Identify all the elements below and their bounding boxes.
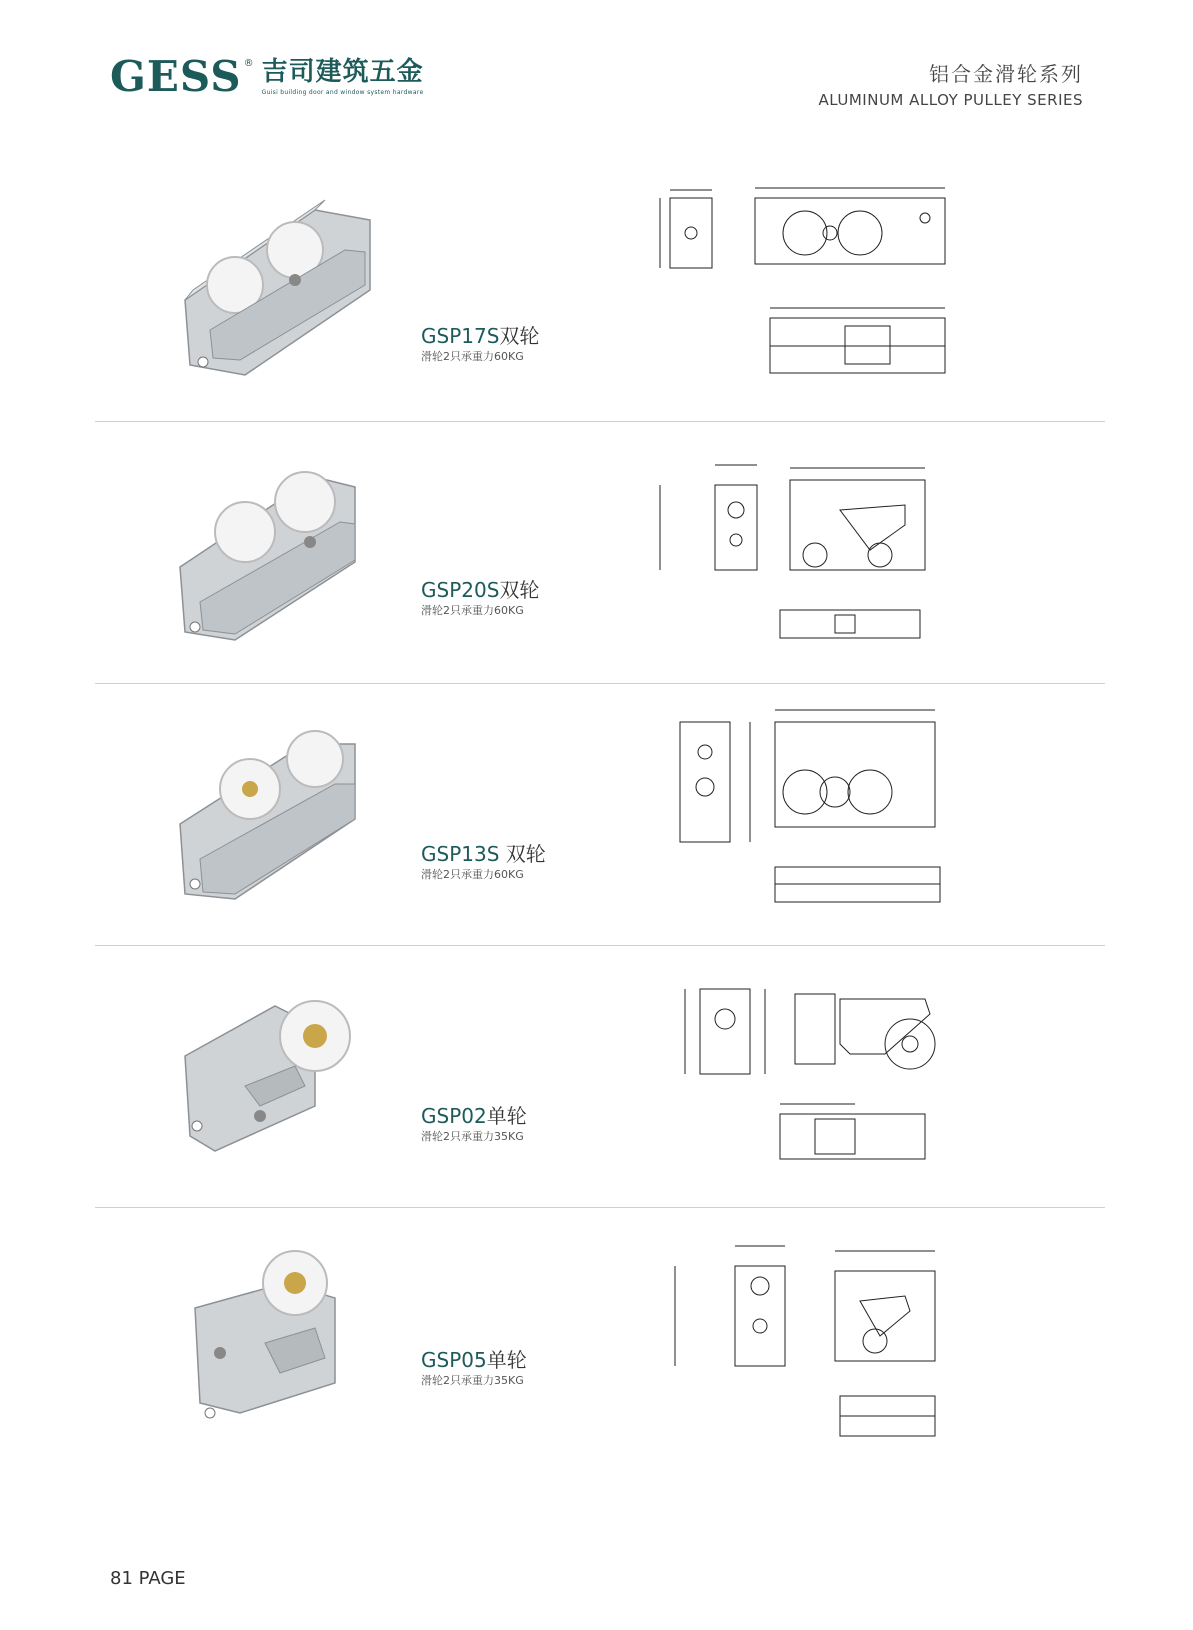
single-pulley-image xyxy=(165,1228,385,1428)
product-model xyxy=(421,838,546,867)
technical-drawing xyxy=(655,954,975,1194)
model-code: GSP17S xyxy=(421,324,500,348)
product-load-desc: 滑轮2只承重力35KG xyxy=(421,1374,524,1387)
brand-name-en: Guisi building door and window system hardware xyxy=(261,89,424,96)
wheel-type: 双轮 xyxy=(499,578,540,602)
product-row xyxy=(95,946,1105,1208)
series-title-cn: 铝合金滑轮系列 xyxy=(929,62,1083,86)
product-photo xyxy=(165,442,385,642)
brand-name-cn: 吉司建筑五金 xyxy=(261,57,424,87)
product-load-desc: 滑轮2只承重力35KG xyxy=(421,1130,524,1143)
product-model xyxy=(421,574,539,603)
model-code: GSP05 xyxy=(421,1348,487,1372)
wheel-type: 双轮 xyxy=(505,842,546,866)
product-load-desc: 滑轮2只承重力60KG xyxy=(421,350,524,363)
wheel-type: 单轮 xyxy=(486,1348,527,1372)
brand-logo xyxy=(110,52,424,101)
technical-drawing xyxy=(655,1216,975,1456)
product-load-desc: 滑轮2只承重力60KG xyxy=(421,604,524,617)
series-title xyxy=(819,58,1083,109)
product-row xyxy=(95,160,1105,422)
page-number: 81 PAGE xyxy=(110,1568,186,1589)
product-model xyxy=(421,320,539,349)
double-pulley-image xyxy=(165,704,385,904)
product-photo xyxy=(165,966,385,1166)
brand-mark: GESS xyxy=(110,52,242,101)
brand-text xyxy=(262,59,424,96)
technical-drawing xyxy=(655,692,975,932)
product-photo xyxy=(165,180,385,380)
wheel-type: 双轮 xyxy=(499,324,540,348)
product-model xyxy=(421,1344,527,1373)
technical-drawing xyxy=(655,430,975,670)
technical-drawing xyxy=(655,168,975,408)
wheel-type: 单轮 xyxy=(486,1104,527,1128)
series-title-en: ALUMINUM ALLOY PULLEY SERIES xyxy=(818,91,1083,109)
double-pulley-image xyxy=(165,180,385,380)
product-load-desc: 滑轮2只承重力60KG xyxy=(421,868,524,881)
product-photo xyxy=(165,704,385,904)
product-row xyxy=(95,1208,1105,1470)
product-row xyxy=(95,684,1105,946)
model-code: GSP02 xyxy=(421,1104,487,1128)
product-row xyxy=(95,422,1105,684)
double-pulley-image xyxy=(165,442,385,642)
model-code: GSP13S xyxy=(421,842,506,866)
single-pulley-image xyxy=(165,966,385,1166)
model-code: GSP20S xyxy=(421,578,500,602)
registered-icon: ® xyxy=(243,58,254,69)
product-photo xyxy=(165,1228,385,1428)
product-model xyxy=(421,1100,527,1129)
